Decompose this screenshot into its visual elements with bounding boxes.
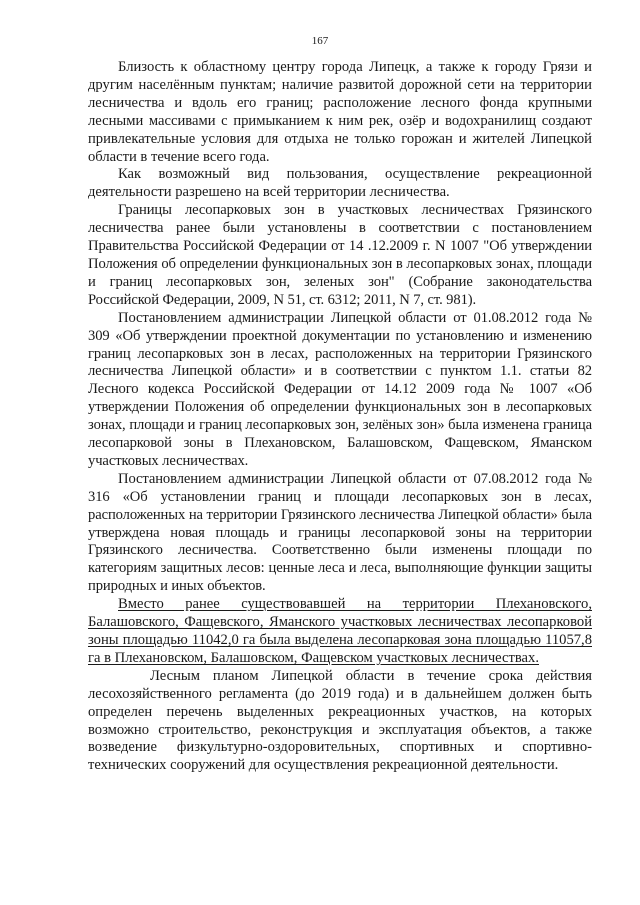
paragraph-resolution-309: Постановлением администрации Липецкой области от 01.08.2012 года № 309 «Об утверждении проектной документации по установлению и изменению границ лесопарковых зон в лесах, расположенных на территории Грязинского лесничества Липецкой области» и в соответствии с пунктом 1.1. статьи 82 Лесного кодекса Российской Федерации от 14.12 2009 года № 1007 «Об утверждении Положения об определении функциональных зон в лесопарковых зонах, площади и границ лесопарковых зон, зелёных зон» была изменена граница лесопарковой зоны в Плехановском, Балашовском, Фащевском, Яманском участковых лесничествах.	[88, 309, 592, 469]
page-number: 167	[311, 35, 329, 47]
paragraph-usage: Как возможный вид пользования, осуществление рекреационной деятельности разрешено на всей территории лесничества.	[88, 166, 592, 201]
document-body	[88, 59, 592, 775]
paragraph-forest-plan: Лесным планом Липецкой области в течение срока действия лесохозяйственного регламента (до 2019 года) и в дальнейшем должен быть определен перечень выделенных рекреационных участков, на которых возможно строительство, реконструкция и эксплуатация объектов, а также возведение физкультурно-оздоровительных, спортивных и спортивно-технических сооружений для осуществления рекреационной деятельности.	[88, 667, 592, 774]
paragraph-proximity: Близость к областному центру города Липецк, а также к городу Грязи и другим населённым пунктам; наличие развитой дорожной сети на территории лесничества и вдоль его границ; расположение лесного фонда крупными лесными массивами с примыканием к ним рек, озёр и водохранилищ создают привлекательные условия для отдыха не только горожан и жителей Липецкой области в течение всего года.	[88, 59, 592, 165]
paragraph-resolution-316: Постановлением администрации Липецкой области от 07.08.2012 года № 316 «Об установлении границ и площади лесопарковых зон в лесах, расположенных на территории Грязинского лесничества Липецкой области» была утверждена новая площадь и границы лесопарковой зоны на территории Грязинского лесничества. Соответственно были изменены площади по категориям защитных лесов: ценные леса и леса, выполняющие функции защиты природных и иных объектов.	[88, 470, 592, 595]
paragraph-area-change: Вместо ранее существовавшей на территории Плехановского, Балашовского, Фащевского, Яманского участковых лесничествах лесопарковой зоны площадью 11042,0 га была выделена лесопарковая зона площадью 11057,8 га в Плехановском, Балашовском, Фащевском участковых лесничествах.	[88, 596, 592, 666]
paragraph-boundaries: Границы лесопарковых зон в участковых лесничествах Грязинского лесничества ранее были установлены в соответствии с постановлением Правительства Российской Федерации от 14 .12.2009 г. N 1007 "Об утверждении Положения об определении функциональных зон в лесопарковых зонах, площади и границ лесопарковых зон, зеленых зон" (Собрание законодательства Российской Федерации, 2009, N 51, ст. 6312; 2011, N 7, ст. 981).	[88, 202, 592, 308]
